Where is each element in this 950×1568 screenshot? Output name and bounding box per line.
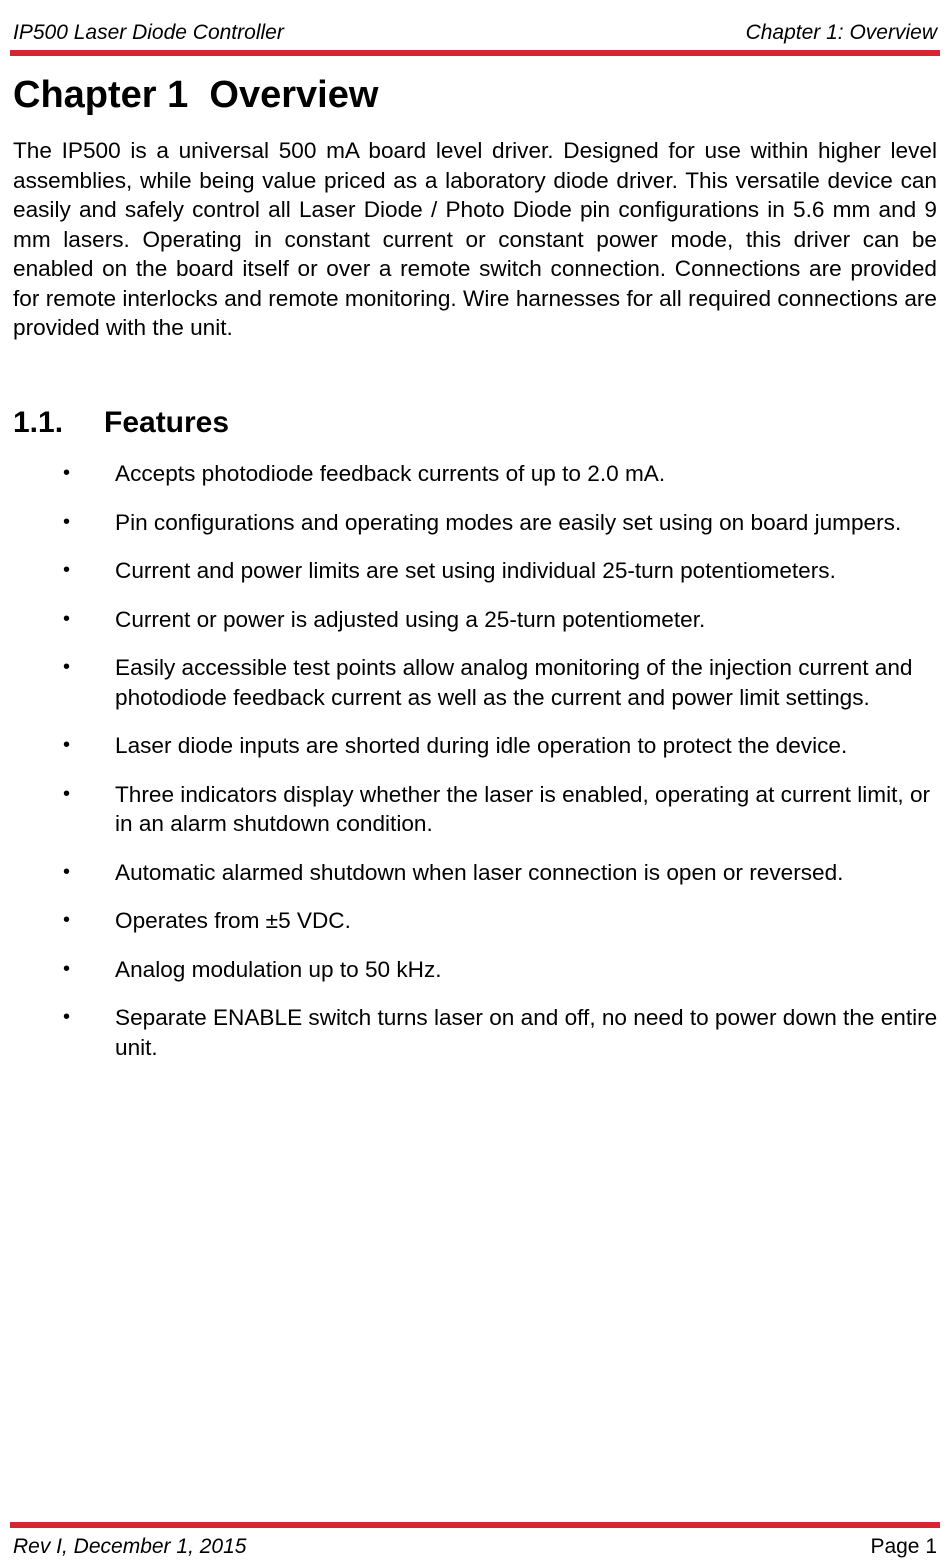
header-document-title: IP500 Laser Diode Controller (13, 21, 284, 44)
feature-text: Operates from ±5 VDC. (115, 908, 351, 933)
revision-date: Rev I, December 1, 2015 (13, 1535, 247, 1558)
bullet-icon: • (63, 782, 71, 805)
feature-text: Current or power is adjusted using a 25-turn potentiometer. (115, 606, 706, 632)
feature-text: Easily accessible test points allow analog monitoring of the injection current and photodiode feedback current as well as the current and power limit settings. (115, 655, 913, 710)
feature-text: Automatic alarmed shutdown when laser connection is open or reversed. (115, 859, 844, 885)
feature-item (0, 780, 945, 839)
feature-item (0, 731, 945, 761)
bullet-icon: • (63, 957, 71, 980)
bullet-icon: • (63, 1006, 71, 1028)
feature-text: Laser diode inputs are shorted during idle operation to protect the device. (115, 733, 848, 758)
feature-text: Analog modulation up to 50 kHz. (115, 956, 442, 982)
section-number: 1.1. (13, 406, 64, 439)
header-rule (10, 50, 940, 56)
running-header (13, 19, 937, 47)
feature-text: Separate ENABLE switch turns laser on and off, no need to power down the entire unit. (115, 1005, 938, 1060)
feature-item (0, 605, 945, 635)
bullet-icon: • (63, 860, 71, 883)
bullet-icon: • (63, 607, 71, 630)
feature-item (0, 459, 945, 489)
bullet-icon: • (63, 656, 71, 678)
page-number: Page 1 (870, 1535, 937, 1558)
feature-item (0, 653, 945, 712)
bullet-icon: • (63, 734, 71, 756)
running-footer (13, 1533, 937, 1561)
feature-text: Accepts photodiode feedback currents of up to 2.0 mA. (115, 461, 666, 486)
feature-item (0, 508, 945, 538)
feature-item (0, 906, 945, 936)
bullet-icon: • (63, 462, 71, 484)
section-heading (13, 403, 229, 443)
features-list (0, 459, 950, 1081)
header-chapter-label: Chapter 1: Overview (745, 21, 937, 44)
bullet-icon: • (63, 559, 71, 581)
intro-paragraph: The IP500 is a universal 500 mA board level driver. Designed for use within higher level assemblies, while being value priced as a laboratory diode driver. This versatile device can easily and safely control all Laser Diode / Photo Diode pin configurations in 5.6 mm and 9 mm lasers. Operating in constant current or constant power mode, this driver can be enabled on the board itself or over a remote switch connection. Connections are provided for remote interlocks and remote monitoring. Wire harnesses for all required connections are provided with the unit. (13, 138, 937, 340)
feature-text: Three indicators display whether the laser is enabled, operating at current limit, or in an alarm shutdown condition. (115, 781, 931, 836)
feature-text: Pin configurations and operating modes are easily set using on board jumpers. (115, 509, 902, 535)
feature-item (0, 955, 945, 985)
feature-item (0, 1003, 945, 1062)
feature-item (0, 858, 945, 888)
bullet-icon: • (63, 909, 71, 931)
chapter-title: Chapter 1 Overview (13, 74, 379, 116)
bullet-icon: • (63, 510, 71, 533)
footer-rule (10, 1522, 940, 1528)
feature-text: Current and power limits are set using individual 25-turn potentiometers. (115, 558, 836, 583)
feature-item (0, 556, 945, 586)
section-title: Features (104, 406, 230, 439)
